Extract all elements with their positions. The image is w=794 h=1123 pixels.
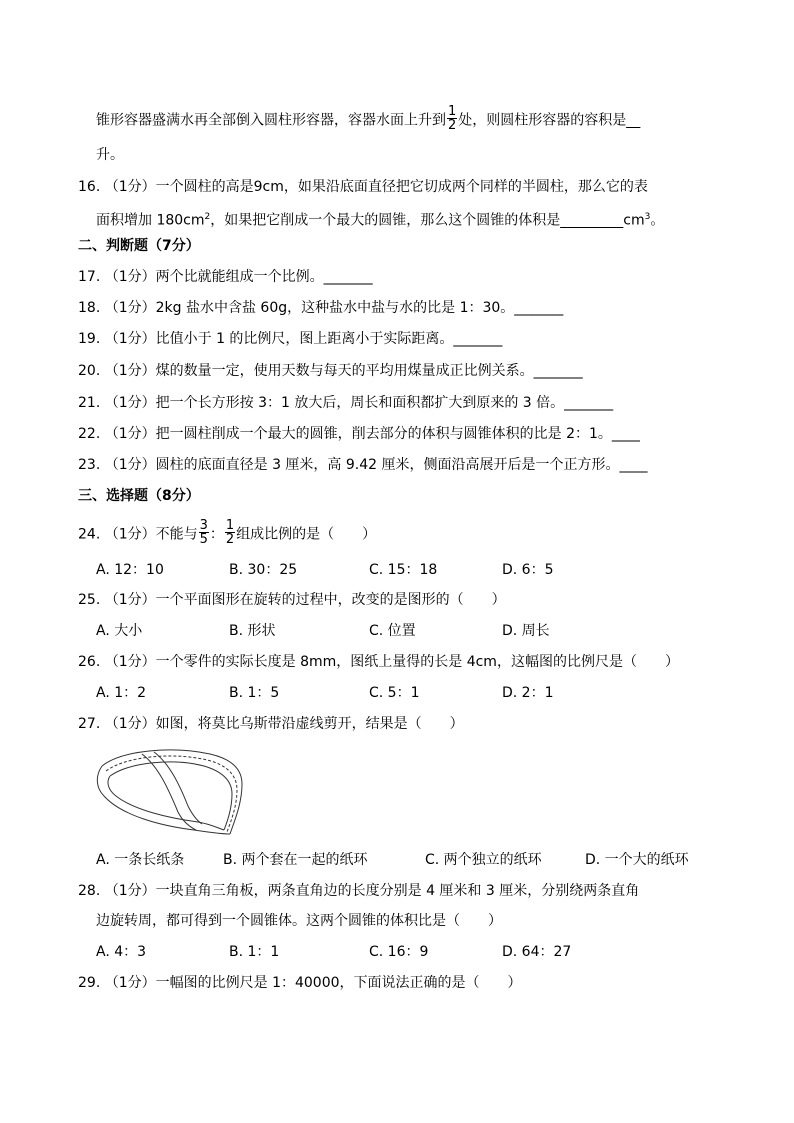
q28-option-a: A. 4：3: [96, 944, 147, 960]
judge-item-20: 20. （1分）煤的数量一定，使用天数与每天的平均用煤量成正比例关系。_______: [78, 363, 583, 379]
mobius-twist-1: [142, 754, 196, 830]
q29-stem: 29. （1分）一幅图的比例尺是 1：40000，下面说法正确的是（ ）: [78, 975, 522, 991]
judge-item-21: 21. （1分）把一个长方形按 3：1 放大后，周长和面积都扩大到原来的 3 倍。_______: [78, 395, 614, 411]
q24-option-b: B. 30：25: [229, 562, 298, 578]
q26-stem: 26. （1分）一个零件的实际长度是 8mm，图纸上量得的长是 4cm，这幅图的比例尺是（ ）: [78, 654, 679, 670]
q24-option-d: D. 6：5: [502, 562, 554, 578]
mobius-outer-top-edge: [102, 750, 242, 834]
q25-option-c: C. 位置: [369, 623, 416, 639]
mobius-twist-2: [154, 752, 202, 824]
q24-text-after: 组成比例的是（ ）: [236, 526, 377, 543]
mobius-left-inner: [108, 776, 224, 830]
q16-sup2: 3: [644, 212, 651, 222]
q24-fraction-1: [199, 519, 209, 546]
q28-option-b: B. 1：1: [229, 944, 280, 960]
q27-option-c: C. 两个独立的纸环: [425, 852, 542, 868]
q24-f2-den: 2: [225, 532, 235, 547]
mobius-dashed-cut-line: [106, 756, 237, 832]
q16-sup1: 2: [204, 212, 211, 222]
q15-text-after: 处，则圆柱形容器的容积是__: [458, 112, 641, 129]
judge-item-22: 22. （1分）把一圆柱削成一个最大的圆锥，削去部分的体积与圆锥体积的比是 2：1。____: [78, 426, 640, 442]
q25-stem: 25. （1分）一个平面图形在旋转的过程中，改变的是图形的（ ）: [78, 592, 506, 608]
q16-line2-part1: 面积增加 180cm: [96, 212, 205, 229]
judge-item-18: 18. （1分）2kg 盐水中含盐 60g，这种盐水中盐与水的比是 1：30。_______: [78, 300, 564, 316]
q15-text-before: 锥形容器盛满水再全部倒入圆柱形容器，容器水面上升到: [96, 112, 446, 129]
q24-option-a: A. 12：10: [96, 562, 164, 578]
q15-line2: 升。: [96, 147, 124, 163]
q24-colon: ：: [209, 526, 224, 543]
q15-frac-den: 2: [448, 118, 457, 133]
q24-f1-num: 3: [199, 518, 208, 533]
q28-option-d: D. 64：27: [502, 944, 572, 960]
q24-stem: [78, 518, 377, 548]
q24-fraction-2: [225, 519, 235, 546]
section-judge-title: 二、判断题（7分）: [78, 238, 200, 254]
q24-text-before: 24. （1分）不能与: [78, 526, 198, 543]
q28-stem-line1: 28. （1分）一块直角三角板，两条直角边的长度分别是 4 厘米和 3 厘米，分别绕两条直角: [78, 883, 640, 899]
mobius-left-outer: [97, 766, 230, 834]
q28-stem-line2: 边旋转周，都可得到一个圆锥体。这两个圆锥的体积比是（ ）: [96, 913, 502, 929]
q27-option-a: A. 一条长纸条: [96, 852, 185, 868]
q15-fraction: [447, 105, 457, 132]
q15-frac-num: 1: [448, 104, 457, 119]
section-choice-title: 三、选择题（8分）: [78, 488, 200, 504]
q24-f1-den: 5: [199, 532, 208, 547]
q16-line2-part2: ，如果把它削成一个最大的圆锥，那么这个圆锥的体积是_________cm: [210, 212, 645, 229]
q27-option-b: B. 两个套在一起的纸环: [223, 852, 368, 868]
q26-option-a: A. 1：2: [96, 685, 147, 701]
q16-line2-part3: 。: [650, 212, 665, 229]
q24-f2-num: 1: [225, 518, 235, 533]
q16-line1: 16. （1分）一个圆柱的高是9cm，如果沿底面直径把它切成两个同样的半圆柱，那么它的表: [78, 179, 648, 195]
judge-item-17: 17. （1分）两个比就能组成一个比例。_______: [78, 269, 373, 285]
q26-option-b: B. 1：5: [229, 685, 280, 701]
mobius-strip-figure: [92, 744, 250, 836]
q28-option-c: C. 16：9: [369, 944, 429, 960]
q15-line1: [96, 104, 641, 134]
q25-option-b: B. 形状: [229, 623, 276, 639]
q25-option-a: A. 大小: [96, 623, 143, 639]
q26-option-d: D. 2：1: [502, 685, 554, 701]
q27-option-d: D. 一个大的纸环: [585, 852, 689, 868]
judge-item-19: 19. （1分）比值小于 1 的比例尺，图上距离小于实际距离。_______: [78, 331, 503, 347]
q27-stem: 27. （1分）如图，将莫比乌斯带沿虚线剪开，结果是（ ）: [78, 716, 464, 732]
q16-line2: [96, 207, 664, 231]
q24-option-c: C. 15：18: [369, 562, 438, 578]
judge-item-23: 23. （1分）圆柱的底面直径是 3 厘米，高 9.42 厘米，侧面沿高展开后是一个正方形。____: [78, 457, 648, 473]
q25-option-d: D. 周长: [502, 623, 550, 639]
q26-option-c: C. 5：1: [369, 685, 420, 701]
